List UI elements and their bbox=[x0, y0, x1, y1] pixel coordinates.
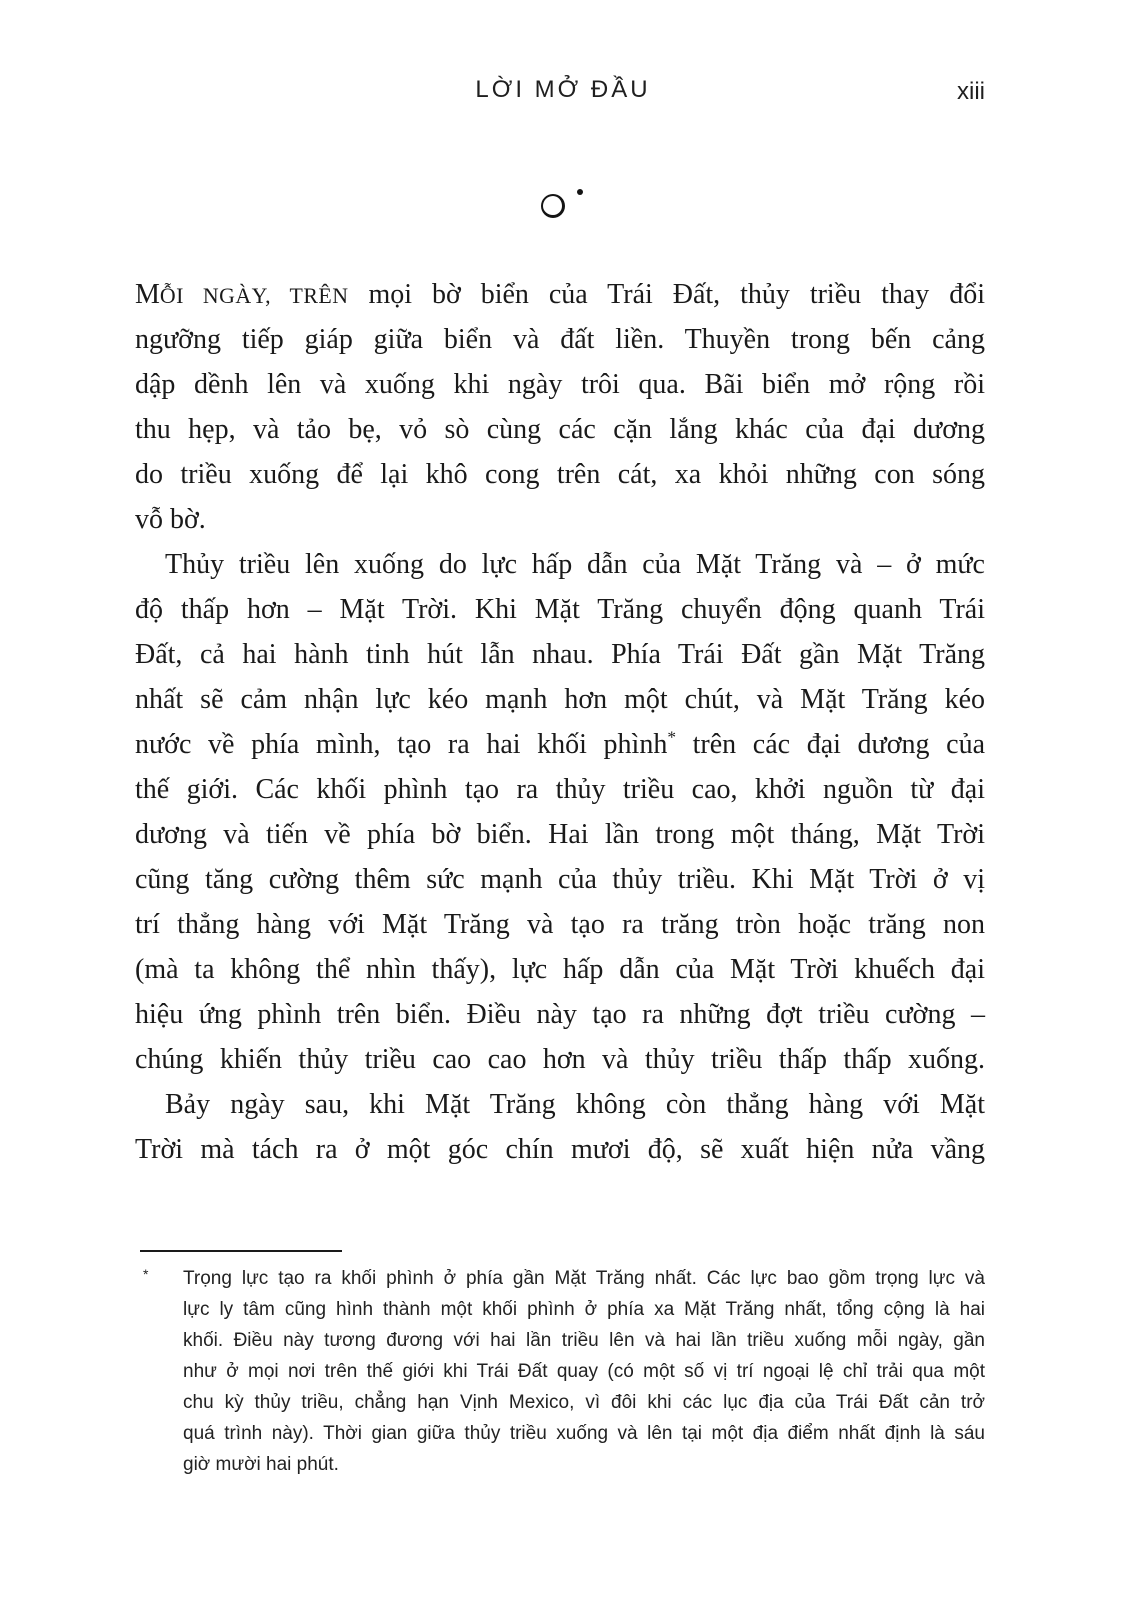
page-number: xiii bbox=[957, 78, 985, 105]
body-line: thu hẹp, và tảo bẹ, vỏ sò cùng các cặn lắng khác của đại dương bbox=[135, 414, 985, 445]
body-line: dương và tiến về phía bờ biển. Hai lần trong một tháng, Mặt Trời bbox=[135, 819, 985, 850]
leadin-smallcaps: ỖI NGÀY, TRÊN bbox=[159, 284, 349, 308]
body-line: do triều xuống để lại khô cong trên cát, xa khỏi những con sóng bbox=[135, 459, 985, 490]
body-line bbox=[135, 722, 985, 767]
body-line: Bảy ngày sau, khi Mặt Trăng không còn thẳng hàng với Mặt bbox=[165, 1089, 985, 1120]
star-dot-icon bbox=[577, 189, 583, 195]
footnote-line: khối. Điều này tương đương với hai lần triều lên và hai lần triều xuống mỗi ngày, gần bbox=[183, 1330, 985, 1351]
footnote-line: như ở mọi nơi trên thế giới khi Trái Đất quay (có một số vị trí ngoại lệ chỉ trải qua một bbox=[183, 1361, 985, 1382]
body-line: Thủy triều lên xuống do lực hấp dẫn của Mặt Trăng và – ở mức bbox=[165, 549, 985, 580]
body-line-text: mọi bờ biển của Trái Đất, thủy triều thay đổi bbox=[348, 279, 985, 310]
body-line: (mà ta không thể nhìn thấy), lực hấp dẫn của Mặt Trời khuếch đại bbox=[135, 954, 985, 985]
body-line: cũng tăng cường thêm sức mạnh của thủy triều. Khi Mặt Trời ở vị bbox=[135, 864, 985, 895]
footnote-line: quá trình này). Thời gian giữa thủy triều xuống và lên tại một địa điểm nhất định là sáu bbox=[183, 1423, 985, 1444]
body-line: ngưỡng tiếp giáp giữa biển và đất liền. Thuyền trong bến cảng bbox=[135, 324, 985, 355]
footnote-line: Trọng lực tạo ra khối phình ở phía gần Mặt Trăng nhất. Các lực bao gồm trọng lực và bbox=[183, 1268, 985, 1289]
body-line: dập dềnh lên và xuống khi ngày trôi qua. Bãi biển mở rộng rồi bbox=[135, 369, 985, 400]
body-line: Trời mà tách ra ở một góc chín mươi độ, sẽ xuất hiện nửa vầng bbox=[135, 1134, 985, 1165]
footnote-block bbox=[135, 1263, 985, 1480]
body-line: Đất, cả hai hành tinh hút lẫn nhau. Phía Trái Đất gần Mặt Trăng bbox=[135, 639, 985, 670]
footnote-line: lực ly tâm cũng hình thành một khối phình ở phía xa Mặt Trăng nhất, tổng cộng là hai bbox=[183, 1299, 985, 1320]
footnote-line: giờ mười hai phút. bbox=[183, 1454, 339, 1475]
body-line: trí thẳng hàng với Mặt Trăng và tạo ra trăng tròn hoặc trăng non bbox=[135, 909, 985, 940]
body-line-text: trên các đại dương của bbox=[676, 729, 985, 760]
footnote-marker-asterisk: * bbox=[143, 1266, 149, 1282]
body-line bbox=[135, 272, 985, 317]
footnote-reference-asterisk: * bbox=[667, 727, 677, 747]
body-line: hiệu ứng phình trên biển. Điều này tạo ra những đợt triều cường – bbox=[135, 999, 985, 1030]
body-line: vỗ bờ. bbox=[135, 504, 206, 535]
body-line-text: nước về phía mình, tạo ra hai khối phình bbox=[135, 729, 668, 760]
body-text-block bbox=[135, 272, 985, 1172]
leadin-capital: M bbox=[135, 279, 160, 310]
body-line: nhất sẽ cảm nhận lực kéo mạnh hơn một chút, và Mặt Trăng kéo bbox=[135, 684, 985, 715]
footnote-text bbox=[183, 1263, 985, 1480]
footnote-divider bbox=[140, 1250, 342, 1252]
moon-circle-icon bbox=[541, 194, 565, 218]
body-line: độ thấp hơn – Mặt Trời. Khi Mặt Trăng chuyển động quanh Trái bbox=[135, 594, 985, 625]
running-header-title: LỜI MỞ ĐẦU bbox=[475, 76, 651, 103]
footnote-line: chu kỳ thủy triều, chẳng hạn Vịnh Mexico, vì đôi khi các lục địa của Trái Đất cản trở bbox=[183, 1392, 985, 1413]
body-line: chúng khiến thủy triều cao cao hơn và thủy triều thấp thấp xuống. bbox=[135, 1044, 985, 1075]
body-line: thế giới. Các khối phình tạo ra thủy triều cao, khởi nguồn từ đại bbox=[135, 774, 985, 805]
moon-dot-ornament bbox=[541, 186, 587, 218]
